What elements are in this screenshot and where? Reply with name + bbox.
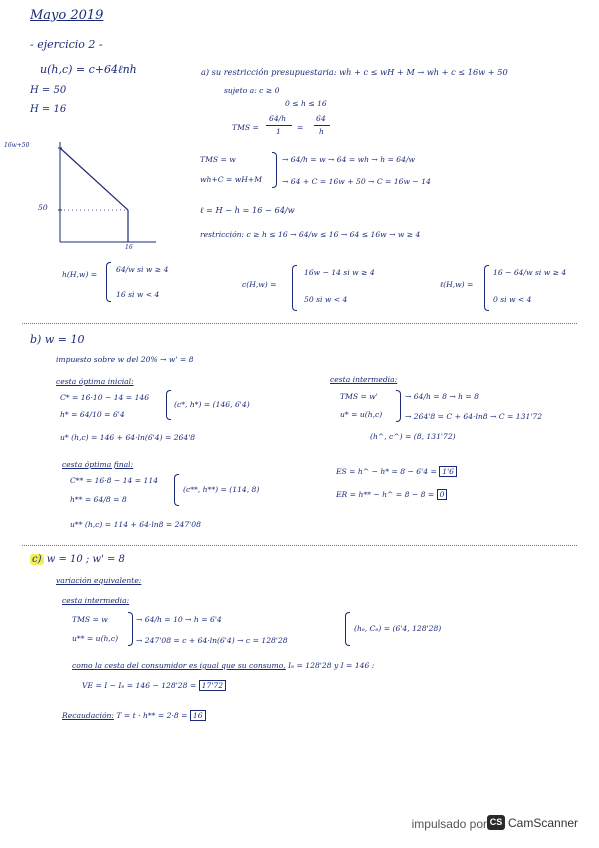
h-function-case-1: 64/w si w ≥ 4 (116, 265, 169, 274)
budget-line (60, 148, 128, 210)
c-function-label: c(H,w) = (242, 280, 277, 289)
h-function-case-2: 16 si w < 4 (116, 290, 160, 299)
part-b-h-2star: h** = 64/8 = 8 (70, 495, 127, 504)
tms-denominator-1: 1 (276, 127, 281, 136)
part-c-note-text: como la cesta del consumidor es igual que su consumo, (72, 661, 286, 670)
part-c-title (30, 554, 125, 565)
part-c-wages: w = 10 ; w' = 8 (46, 554, 125, 565)
system-result-1: → 64/h = w → 64 = wh → h = 64/w (282, 155, 416, 164)
footer-brand: CamScanner (508, 816, 579, 830)
part-c-u: u** = u(h,c) (72, 634, 119, 643)
part-b-er (336, 490, 447, 499)
l-function-case-1: 16 − 64/w si w ≥ 4 (493, 268, 567, 277)
exercise-title: - ejercicio 2 - (30, 38, 103, 51)
part-c-revenue (62, 711, 206, 720)
part-b-pair-2star: (c**, h**) = (114, 8) (183, 485, 260, 494)
part-c-brace (128, 612, 133, 646)
part-c-tms-result: → 64/h = 10 → h = 6'4 (136, 615, 222, 624)
given-income: H = 50 (30, 85, 67, 96)
l-function-brace (484, 265, 489, 311)
given-hours: H = 16 (30, 104, 67, 115)
part-b-pair-star: (c*, h*) = (146, 6'4) (174, 400, 250, 409)
l-function-case-2: 0 si w < 4 (493, 295, 532, 304)
part-b-intermediate-label: cesta intermedia: (330, 375, 398, 384)
part-b-u-int: u* = u(h,c) (340, 410, 383, 419)
tms-numerator-1: 64/h (269, 114, 287, 123)
part-b-pair-int: (h^, c^) = (8, 131'72) (370, 432, 456, 441)
system-eq-2: wh+C = wH+M (200, 175, 263, 184)
tms-numerator-2: 64 (316, 114, 326, 123)
c-function-case-2: 50 si w < 4 (304, 295, 348, 304)
es-value: 1'6 (439, 466, 457, 477)
part-c-note (72, 661, 374, 670)
tms-equals: = (297, 123, 304, 132)
part-c-ve (82, 681, 226, 690)
intermediate-brace (396, 390, 401, 422)
page-date: Mayo 2019 (30, 8, 104, 23)
part-b-initial-label: cesta óptima inicial: (56, 377, 134, 386)
footer-powered-by: impulsado por (411, 817, 487, 831)
final-brace (174, 474, 179, 506)
h-function-label: h(H,w) = (62, 270, 98, 279)
ve-value: 17'72 (199, 680, 226, 691)
part-b-c-2star: C** = 16·8 − 14 = 114 (70, 476, 159, 485)
c-function-brace (292, 265, 297, 311)
section-divider (22, 545, 577, 546)
part-c-tms: TMS = w (72, 615, 108, 624)
part-c-label: c) (32, 554, 42, 565)
part-b-es (336, 467, 457, 476)
part-b-c-star: C* = 16·10 − 14 = 146 (60, 393, 150, 402)
revenue-value: 16 (190, 710, 206, 721)
part-b-tms-int-result: → 64/h = 8 → h = 8 (405, 392, 480, 401)
part-c-equivalent-label: variación equivalente: (56, 576, 142, 585)
leisure-equation: ℓ = H − h = 16 − 64/w (200, 205, 295, 215)
c-function-case-1: 16w − 14 si w ≥ 4 (304, 268, 375, 277)
system-brace (272, 152, 277, 188)
part-c-pair: (hₑ, Cₑ) = (6'4, 128'28) (354, 624, 442, 633)
h-function-brace (106, 262, 111, 302)
section-divider (22, 323, 577, 324)
graph-y-top-label: 16w+50 (4, 142, 30, 149)
part-a-title: a) su restricción presupuestaria: wh + c ≤ wH + M → wh + c ≤ 16w + 50 (201, 67, 508, 77)
part-b-tax: impuesto sobre w del 20% → w' = 8 (56, 355, 194, 364)
part-b-h-star: h* = 64/10 = 6'4 (60, 410, 125, 419)
revenue-expression: T = t · h** = 2·8 = (116, 711, 188, 720)
utility-function: u(h,c) = c+64ℓnh (40, 63, 137, 76)
graph-y-mid-label: 50 (38, 203, 48, 212)
part-a-range: 0 ≤ h ≤ 16 (285, 99, 327, 108)
initial-brace (166, 390, 171, 420)
system-result-2: → 64 + C = 16w + 50 → C = 16w − 14 (282, 177, 431, 186)
part-b-u-int-result: → 264'8 = C + 64·ln8 → C = 131'72 (405, 412, 543, 421)
part-b-final-label: cesta óptima final: (62, 460, 134, 469)
revenue-label: Recaudación: (62, 711, 114, 720)
restriction-line: restricción: c ≥ h ≤ 16 → 64/w ≤ 16 → 64 ≤ 16w → w ≥ 4 (200, 230, 421, 239)
camscanner-logo-icon: CS (487, 815, 505, 830)
part-c-intermediate-label: cesta intermedia: (62, 596, 130, 605)
budget-graph (28, 138, 158, 250)
part-b-tms-int: TMS = w' (340, 392, 378, 401)
tms-denominator-2: h (319, 127, 324, 136)
fraction-bar (266, 125, 292, 126)
part-b-u-2star: u** (h,c) = 114 + 64·ln8 = 247'08 (70, 520, 201, 529)
part-b-title: b) w = 10 (30, 333, 85, 346)
part-c-note-values: Iₑ = 128'28 y I = 146 : (288, 661, 375, 670)
part-a-subject: sujeto a: c ≥ 0 (224, 86, 280, 95)
system-eq-1: TMS = w (200, 155, 236, 164)
part-b-u-star: u* (h,c) = 146 + 64·ln(6'4) = 264'8 (60, 433, 196, 442)
part-c-u-result: → 247'08 = c + 64·ln(6'4) → c = 128'28 (136, 636, 288, 645)
er-expression: ER = h** − h^ = 8 − 8 = (336, 490, 435, 499)
ve-expression: VE = I − Iₑ = 146 − 128'28 = (82, 681, 197, 690)
part-c-result-brace (345, 612, 350, 646)
l-function-label: ℓ(H,w) = (440, 280, 474, 289)
tms-label: TMS = (232, 123, 259, 132)
fraction-bar (314, 125, 330, 126)
graph-x-label: 16 (125, 244, 133, 251)
er-value: 0 (437, 489, 448, 500)
es-expression: ES = h^ − h* = 8 − 6'4 = (336, 467, 437, 476)
